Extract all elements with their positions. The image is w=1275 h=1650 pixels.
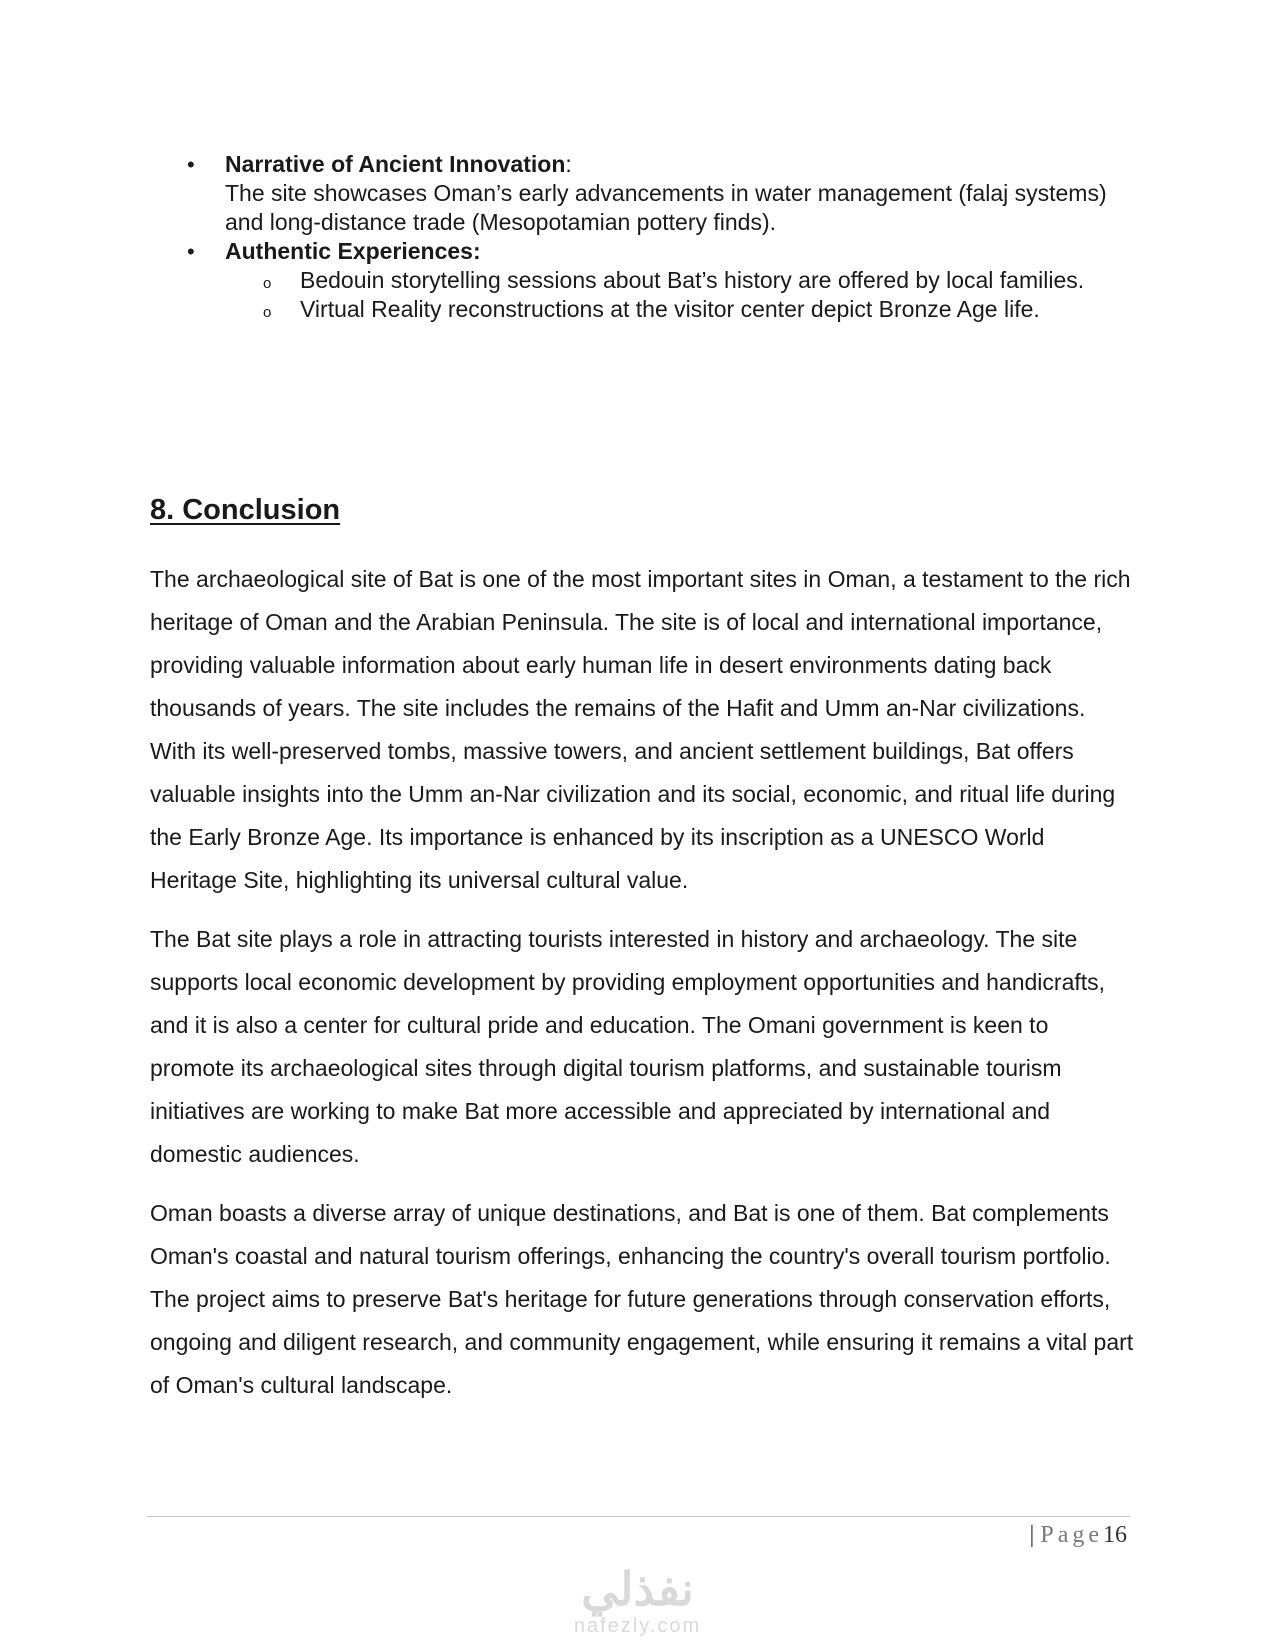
- sub-bullet-list: [225, 266, 1130, 324]
- sub-list-item: o Bedouin storytelling sessions about Bat’s history are offered by local families.: [300, 266, 1130, 295]
- bullet-title: Authentic Experiences:: [225, 238, 481, 264]
- sub-list-item: o Virtual Reality reconstructions at the visitor center depict Bronze Age life.: [300, 295, 1130, 324]
- bullet-section: [150, 150, 1130, 324]
- footer-divider: [147, 1516, 1130, 1517]
- list-item: [225, 150, 1130, 237]
- list-item: [225, 237, 1130, 324]
- bullet-title: Narrative of Ancient Innovation: [225, 151, 566, 177]
- page-number: 16: [1103, 1522, 1127, 1548]
- paragraph: The Bat site plays a role in attracting tourists interested in history and archaeology. The site supports local economic development by providing employment opportunities and handicrafts, and it is also a center for cultural pride and education. The Omani government is keen to promote its archaeological sites through digital tourism platforms, and sustainable tourism initiatives are working to make Bat more accessible and appreciated by international and domestic audiences.: [150, 926, 1106, 1167]
- bullet-text: The site showcases Oman’s early advancements in water management (falaj systems) and long-distance trade (Mesopotamian pottery finds).: [225, 180, 1107, 235]
- conclusion-body: [150, 558, 1135, 1423]
- footer-separator: |: [1029, 1522, 1035, 1548]
- bullet-title-suffix: :: [565, 151, 572, 177]
- bullet-list: [150, 150, 1130, 324]
- page-footer: [1030, 1522, 1127, 1549]
- watermark-logo: نفذلي: [581, 1563, 694, 1615]
- paragraph: Oman boasts a diverse array of unique destinations, and Bat is one of them. Bat complements Oman's coastal and natural tourism offerings, enhancing the country's overall tourism portfolio. The project aims to preserve Bat's heritage for future generations through conservation efforts, ongoing and diligent research, and community engagement, while ensuring it remains a vital part of Oman's cultural landscape.: [150, 1200, 1134, 1398]
- paragraph: The archaeological site of Bat is one of the most important sites in Oman, a testament to the rich heritage of Oman and the Arabian Peninsula. The site is of local and international importance, providing valuable information about early human life in desert environments dating back thousands of years. The site includes the remains of the Hafit and Umm an-Nar civilizations. With its well-preserved tombs, massive towers, and ancient settlement buildings, Bat offers valuable insights into the Umm an-Nar civilization and its social, economic, and ritual life during the Early Bronze Age. Its importance is enhanced by its inscription as a UNESCO World Heritage Site, highlighting its universal cultural value.: [150, 566, 1131, 893]
- section-heading: 8. Conclusion: [150, 494, 341, 526]
- watermark: [0, 1564, 1275, 1638]
- watermark-site: nafezly.com: [573, 1615, 702, 1637]
- page-label: Page: [1040, 1522, 1103, 1548]
